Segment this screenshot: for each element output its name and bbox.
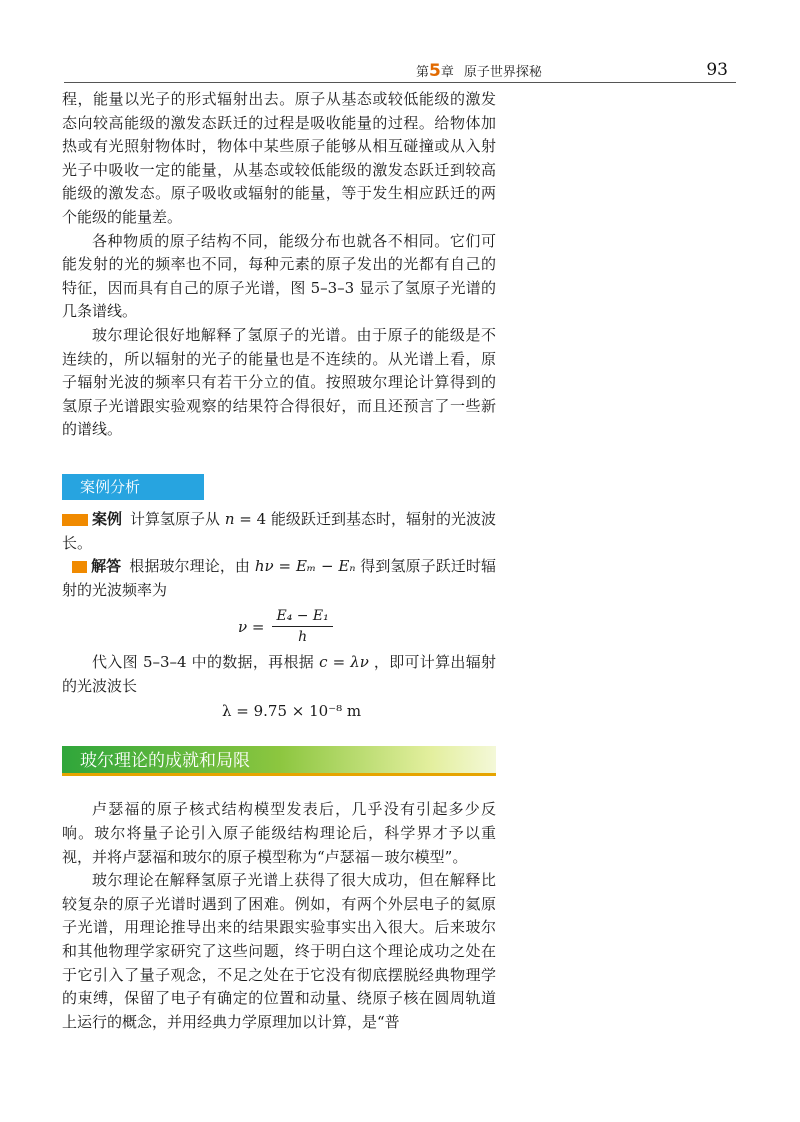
paragraph-rutherford: 卢瑟福的原子核式结构模型发表后，几乎没有引起多少反响。玻尔将量子论引入原子能级结构理论后，科学界才予以重视，并将卢瑟福和玻尔的原子模型称为“卢瑟福－玻尔模型”。 [62,800,496,866]
case-text-b: = 4 能级跃迁到基态时，辐射的光波波长。 [62,509,496,552]
followup-formula: c = λν [319,653,369,672]
section-heading-bohr-limits: 玻尔理论的成就和局限 [62,746,496,776]
chapter-title: 原子世界探秘 [463,65,542,80]
orange-marker-icon [62,514,88,526]
answer-text-b: 得到氢原子跃迁时辐射的光波频率为 [62,557,496,599]
frequency-formula [238,608,496,645]
paragraph-continued: 程，能量以光子的形式辐射出去。原子从基态或较低能级的激发态向较高能级的激发态跃迁的过程是吸收能量的过程。给物体加热或有光照射物体时，物体中某些原子能够从相互碰撞或从入射光子中吸收一定的能量，从基态或较低能级的激发态跃迁到较高能级的激发态。原子吸收或辐射的能量，等于发生相应跃迁的两个能级的能量差。 [62,90,496,226]
formula-lhs: ν = [238,617,265,636]
case-followup [62,651,496,698]
chapter-prefix: 第 [416,65,430,80]
orange-square-icon [72,561,87,573]
case-problem [62,508,496,555]
case-variable: n [224,509,235,528]
running-header [64,62,736,83]
chapter-number: 5 [429,61,441,81]
followup-text-a: 代入图 5–3–4 中的数据，再根据 [92,653,320,672]
formula-fraction [272,608,332,645]
case-analysis-heading: 案例分析 [62,474,204,500]
formula-denominator: h [298,629,308,646]
answer-text-a: 根据玻尔理论，由 [129,557,255,576]
page-body [62,88,496,1034]
paragraph-bohr-limits: 玻尔理论在解释氢原子光谱上获得了很大成功，但在解释比较复杂的原子光谱时遇到了困难。例如，有两个外层电子的氦原子光谱，用理论推导出来的结果跟实验事实出入很大。后来玻尔和其他物理学家研究了这些问题，终于明白这个理论成功之处在于它引入了量子观念，不足之处在于它没有彻底摆脱经典物理学的束缚，保留了电子有确定的位置和动量、绕原子核在圆周轨道上运行的概念，并用经典力学原理加以计算，是“普 [62,871,496,1031]
chapter-suffix: 章 [440,65,454,80]
case-text-a: 计算氢原子从 [130,509,225,528]
followup-text-b: ，即可计算出辐射的光波波长 [62,653,496,695]
case-answer [62,555,496,602]
answer-label: 解答 [91,557,122,576]
wavelength-result: λ = 9.75 × 10⁻⁸ m [222,702,362,721]
paragraph-spectra: 各种物质的原子结构不同，能级分布也就各不相同。它们可能发射的光的频率也不同，每种元素的原子发出的光都有自己的特征，因而具有自己的原子光谱，图 5–3–3 显示了氢原子光谱的几条谱线。 [62,231,496,321]
answer-formula: hν = Eₘ − Eₙ [254,557,356,576]
page-number: 93 [706,60,728,80]
formula-numerator: E₄ − E₁ [272,608,332,627]
chapter-label [416,62,542,82]
paragraph-bohr-explanation: 玻尔理论很好地解释了氢原子的光谱。由于原子的能级是不连续的，所以辐射的光子的能量也是不连续的。从光谱上看，原子辐射光波的频率只有若干分立的值。按照玻尔理论计算得到的氢原子光谱跟实验观察的结果符合得很好，而且还预言了一些新的谱线。 [62,325,496,439]
case-label: 案例 [92,509,123,528]
